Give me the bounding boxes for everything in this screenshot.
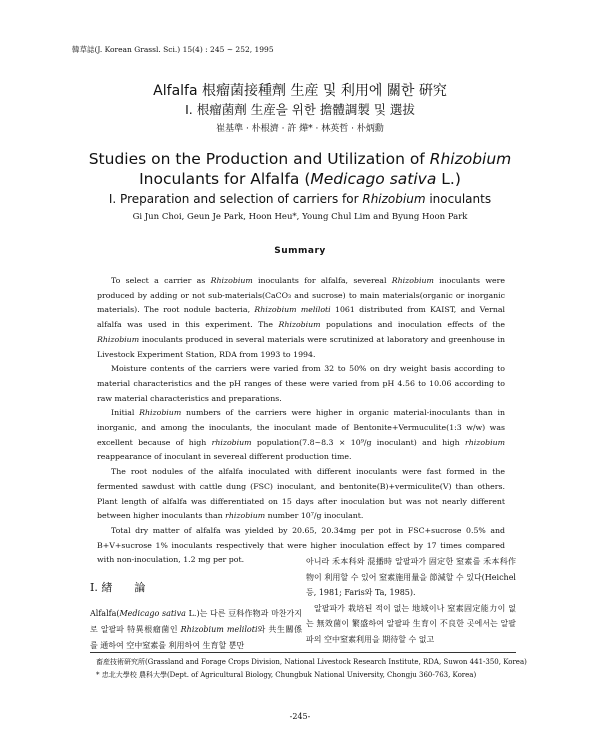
abstract-paragraph: Moisture contents of the carriers were varied from 32 to 50% on dry weight basis according to material characteristics and the pH ranges of these were varied from pH 4.56 to 10.06 according to raw material characteristics and preparations. xyxy=(97,364,505,403)
english-authors: Gi Jun Choi, Geun Je Park, Hoon Heu*, Young Chul Lim and Byung Hoon Park xyxy=(132,212,468,222)
summary-heading: Summary xyxy=(274,246,326,256)
page-number: -245- xyxy=(289,712,311,721)
abstract-paragraph: To select a carrier as Rhizobium inoculants for alfalfa, severeal Rhizobium inoculants were produced by adding or not sub-materials(CaCO₃ and sucrose) to main materials(organic or inorganic materials). The root nodule bacteria, Rhizobium meliloti 1061 distributed from KAIST, and Vernal alfalfa was used in this experiment. The Rhizobium populations and inoculation effects of the Rhizobium inoculants produced in several materials were scrutinized at laboratory and greenhouse in Livestock Experiment Station, RDA from 1993 to 1994. xyxy=(97,276,506,359)
intro-left-column xyxy=(90,580,302,654)
footnote-affiliation-1: 畜産技術硏究所(Grassland and Forage Crops Division, National Livestock Research Institute, RDA, Suwon 441-350, Korea) xyxy=(96,658,527,666)
korean-title: Alfalfa 根瘤菌接種劑 生産 및 利用에 關한 硏究 xyxy=(153,83,447,99)
korean-authors: 崔基準 · 朴根濟 · 許 燁* · 林英哲 · 朴炳勳 xyxy=(216,124,384,134)
footnote-affiliation-2: * 忠北大學校 農科大學(Dept. of Agricultural Biology, Chungbuk National University, Chongju 360-763, Korea) xyxy=(96,671,477,679)
abstract-paragraph: Initial Rhizobium numbers of the carriers were higher in organic material-inoculants than in inorganic, and among the inoculants, the inoculant made of Bentonite+Vermuculite(1:3 w/w) was excellent because of high rhizobium population(7.8~8.3 × 10⁹/g inoculant) and high rhizobium reappearance of inoculant in severeal different production time. xyxy=(97,408,505,462)
english-title-line-1: Studies on the Production and Utilization of Rhizobium xyxy=(88,150,512,168)
journal-citation: 韓草誌(J. Korean Grassl. Sci.) 15(4) : 245 ~ 252, 1995 xyxy=(72,45,274,54)
abstract-paragraph: Total dry matter of alfalfa was yielded by 20.65, 20.34mg per pot in FSC+sucrose 0.5% and B+V+sucrose 1% inoculants respectively that were higher inoculation effect by 17 times compared with non-inoculation, 1.2 mg per pot. xyxy=(97,525,505,565)
abstract-paragraph: The root nodules of the alfalfa inoculated with different inoculants were fast formed in the fermented sawdust with cattle dung (FSC) inoculant, and bentonite(B)+vermiculite(V) than others. Plant length of alfalfa was differentiated on 15 days after inoculation but was not nearly different between higher inoculants than rhizobium number 10⁷/g inoculant. xyxy=(97,467,505,521)
abstract xyxy=(97,274,505,568)
footnote-divider xyxy=(90,652,516,653)
intro-right-column xyxy=(306,554,516,647)
english-subtitle: Ⅰ. Preparation and selection of carriers for Rhizobium inoculants xyxy=(108,192,492,206)
english-title-line-2: Inoculants for Alfalfa (Medicago sativa L.) xyxy=(139,170,461,188)
korean-subtitle: Ⅰ. 根瘤菌劑 生産을 위한 擔體調製 및 選拔 xyxy=(185,102,415,117)
intro-paragraph: 알팔파가 栽培된 적이 없는 地域이나 窒素固定能力이 없는 無效菌이 繁盛하여 알팔파 生育이 不良한 곳에서는 알팔파의 空中窒素利用을 期待할 수 없고 xyxy=(306,603,516,644)
intro-paragraph: 아니라 禾本科와 混播時 알팔파가 固定한 窒素를 禾本科作物이 利用할 수 있어 窒素施用量을 節減할 수 있다(Heichel 등, 1981; Faris와 Ta, 1985). xyxy=(306,557,516,597)
intro-paragraph: Alfalfa(Medicago sativa L.)는 다른 豆科作物과 마찬가지로 알팔파 特異根瘤菌인 Rhizobium meliloti와 共生關係를 通하여 空中窒素를 利用하여 生育할 뿐만 xyxy=(90,609,302,650)
section-heading-introduction: Ⅰ. 緖 論 xyxy=(90,581,146,594)
